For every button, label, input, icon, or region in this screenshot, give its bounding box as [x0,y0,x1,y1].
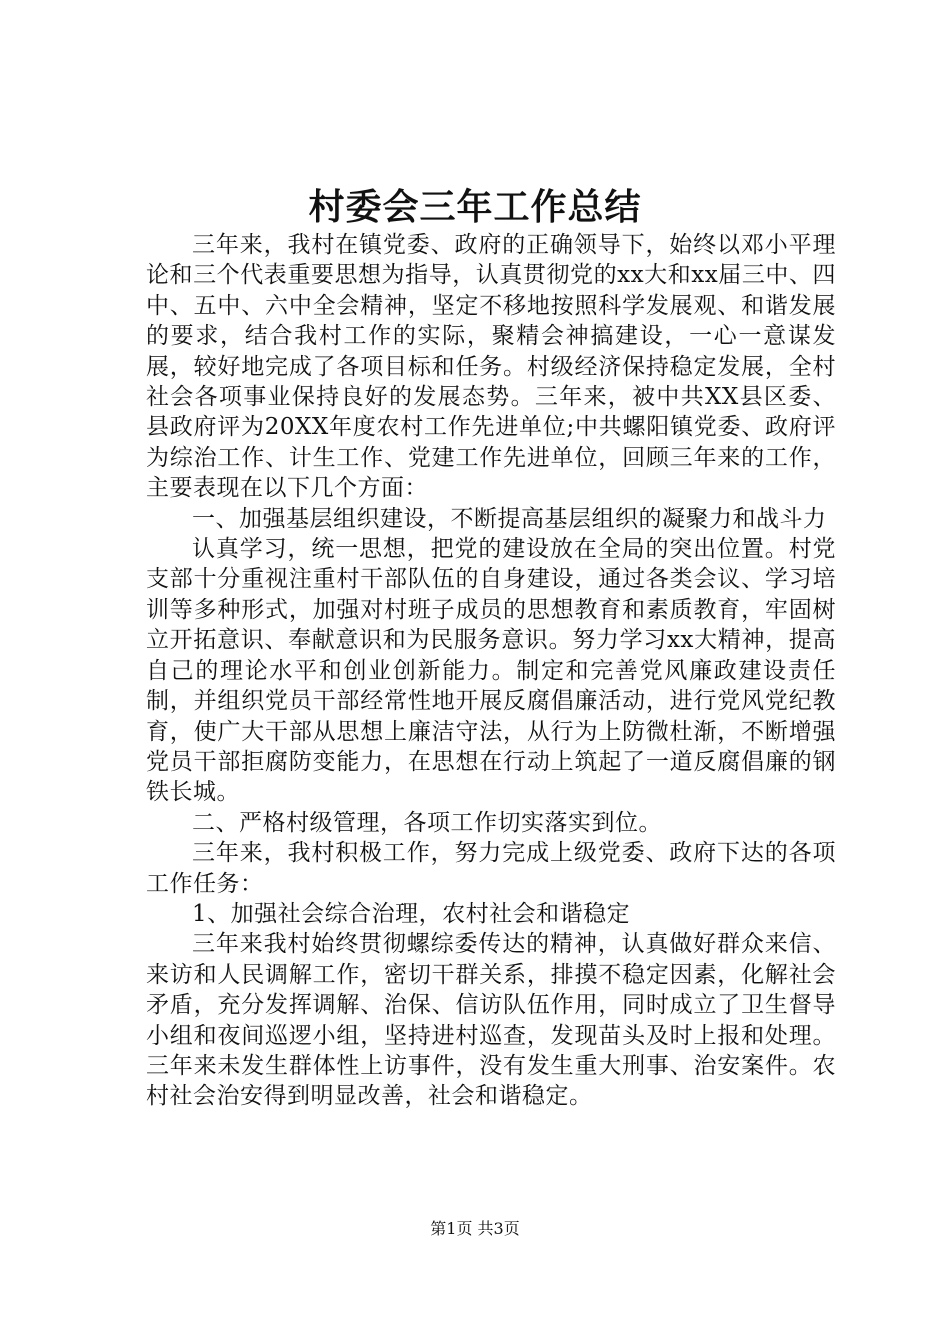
document-body [146,230,836,1112]
section-heading-2: 二、严格村级管理，各项工作切实落实到位。 [192,809,662,836]
section-heading-1: 一、加强基层组织建设，不断提高基层组织的凝聚力和战斗力 [192,505,827,532]
subsection-heading-1: 1、加强社会综合治理，农村社会和谐稳定 [192,900,631,927]
page-footer: 第1页 共3页 [430,1219,520,1238]
paragraph-section-2: 三年来，我村积极工作，努力完成上级党委、政府下达的各项工作任务： [146,840,836,897]
document-title: 村委会三年工作总结 [308,187,642,228]
paragraph-intro: 三年来，我村在镇党委、政府的正确领导下，始终以邓小平理论和三个代表重要思想为指导，认真贯彻党的xx大和xx届三中、四中、五中、六中全会精神，坚定不移地按照科学发展观、和谐发展的要求，结合我村工作的实际，聚精会神搞建设，一心一意谋发展，较好地完成了各项目标和任务。村级经济保持稳定发展，全村社会各项事业保持良好的发展态势。三年来，被中共XX县区委、县政府评为20XX年度农村工作先进单位;中共螺阳镇党委、政府评为综治工作、计生工作、党建工作先进单位，回顾三年来的工作，主要表现在以下几个方面： [146,232,836,502]
paragraph-section-1: 认真学习，统一思想，把党的建设放在全局的突出位置。村党支部十分重视注重村干部队伍的自身建设，通过各类会议、学习培训等多种形式，加强对村班子成员的思想教育和素质教育，牢固树立开拓意识、奉献意识和为民服务意识。努力学习xx大精神，提高自己的理论水平和创业创新能力。制定和完善党风廉政建设责任制，并组织党员干部经常性地开展反腐倡廉活动，进行党风党纪教育，使广大干部从思想上廉洁守法，从行为上防微杜渐，不断增强党员干部拒腐防变能力，在思想在行动上筑起了一道反腐倡廉的钢铁长城。 [146,536,836,806]
paragraph-subsection-1: 三年来我村始终贯彻螺综委传达的精神，认真做好群众来信、来访和人民调解工作，密切干群关系，排摸不稳定因素，化解社会矛盾，充分发挥调解、治保、信访队伍作用，同时成立了卫生督导小组和夜间巡逻小组，坚持进村巡查，发现苗头及时上报和处理。三年来未发生群体性上访事件，没有发生重大刑事、治安案件。农村社会治安得到明显改善，社会和谐稳定。 [146,931,836,1110]
